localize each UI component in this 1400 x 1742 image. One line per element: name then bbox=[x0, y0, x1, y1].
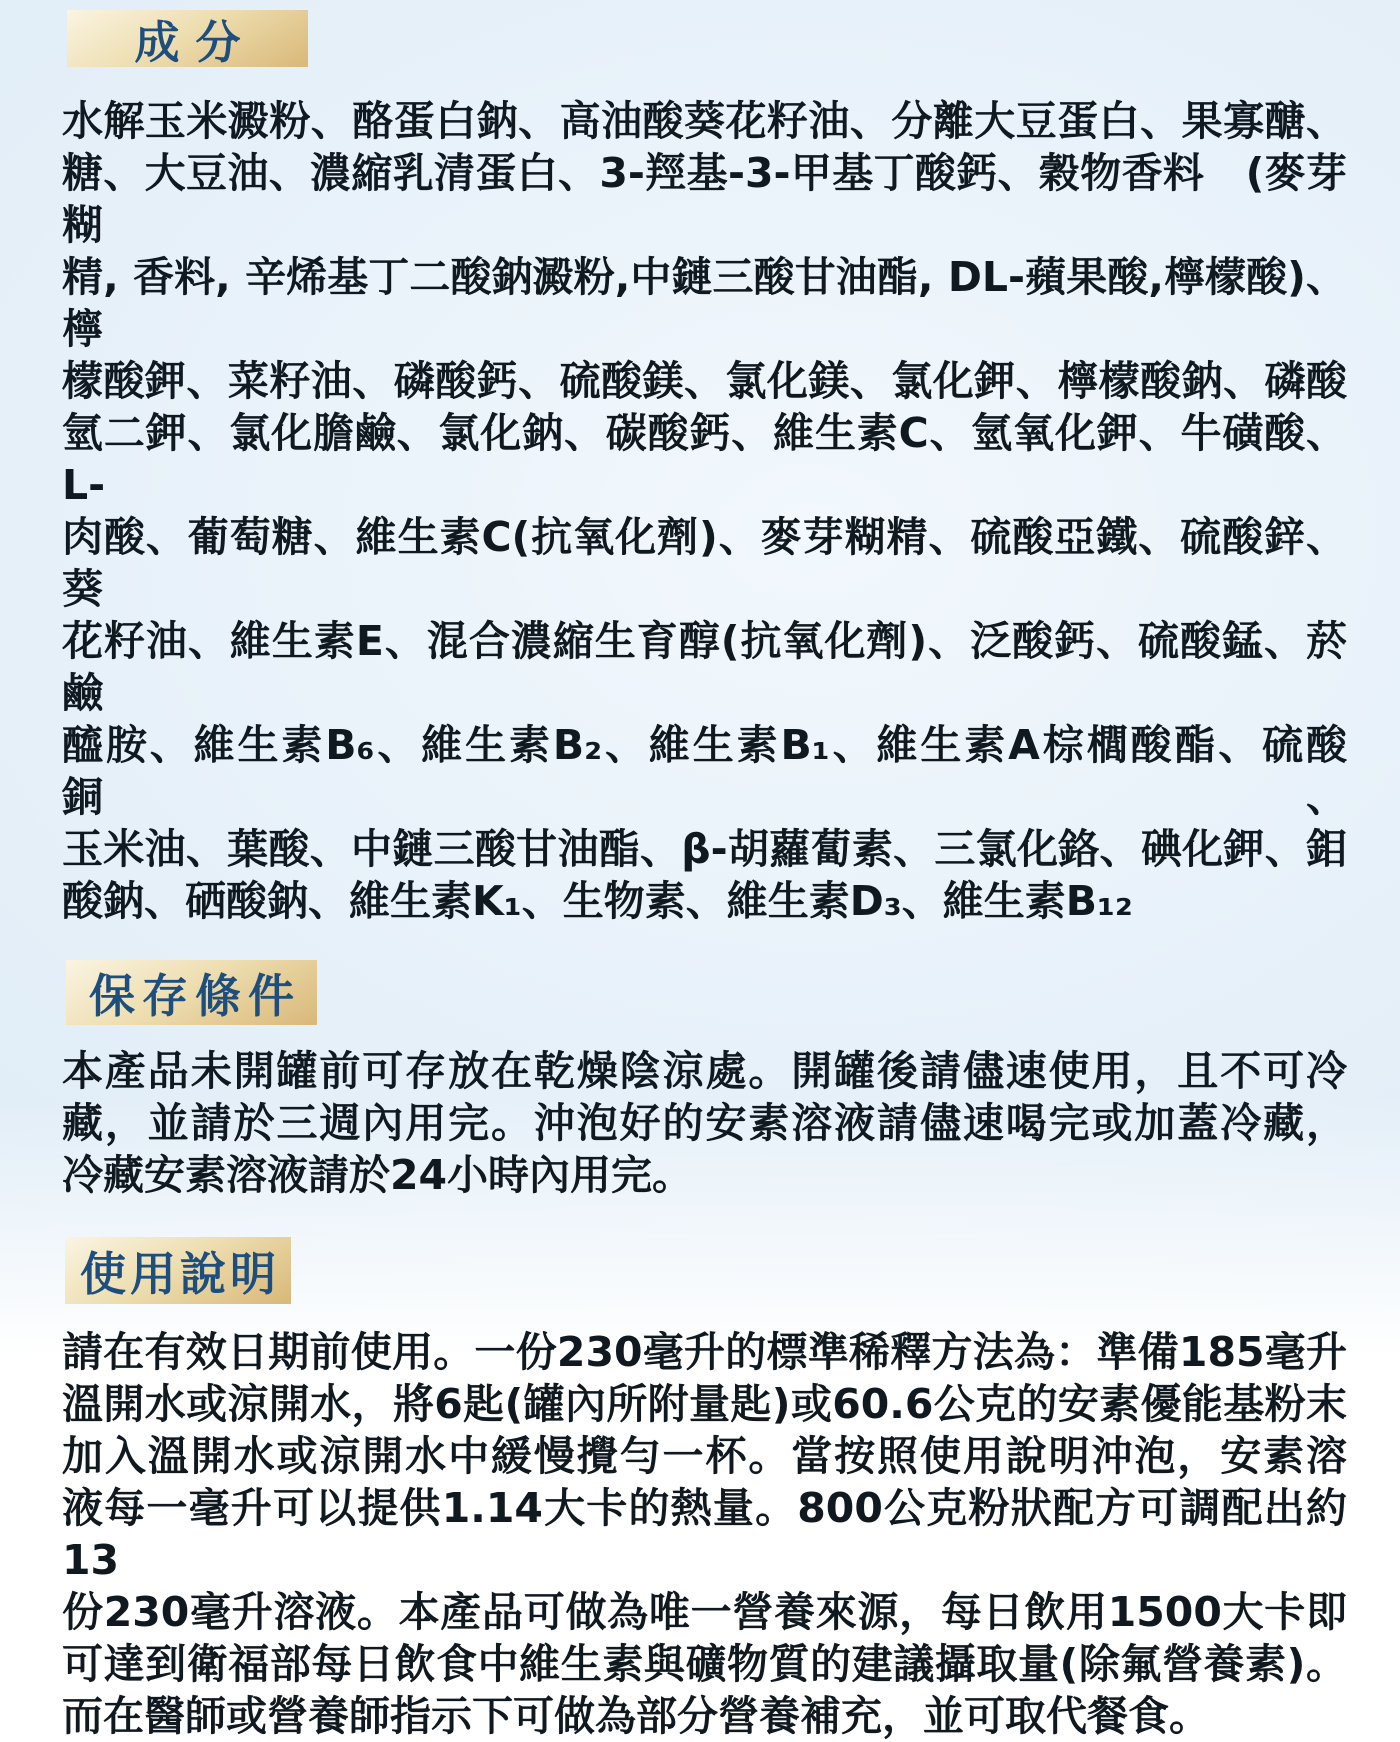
ingredients-line: 氫二鉀、氯化膽鹼、氯化鈉、碳酸鈣、維生素C、氫氧化鉀、牛磺酸、L- bbox=[62, 409, 1347, 509]
ingredients-line: 檬酸鉀、菜籽油、磷酸鈣、硫酸鎂、氯化鎂、氯化鉀、檸檬酸鈉、磷酸 bbox=[62, 357, 1347, 405]
section-storage bbox=[62, 960, 1347, 1201]
section-title-ingredients: 成分 bbox=[67, 10, 308, 67]
usage-line: 請在有效日期前使用。一份230毫升的標準稀釋方法為：準備185毫升 bbox=[62, 1328, 1347, 1376]
ingredients-line: 水解玉米澱粉、酪蛋白鈉、高油酸葵花籽油、分離大豆蛋白、果寡醣、 bbox=[62, 97, 1347, 145]
usage-line: 液每一毫升可以提供1.14大卡的熱量。800公克粉狀配方可調配出約13 bbox=[62, 1484, 1347, 1584]
usage-line: 加入溫開水或涼開水中緩慢攪勻一杯。當按照使用說明沖泡，安素溶 bbox=[62, 1432, 1347, 1480]
usage-line: 份230毫升溶液。本產品可做為唯一營養來源，每日飲用1500大卡即 bbox=[62, 1588, 1347, 1636]
storage-line: 藏，並請於三週內用完。沖泡好的安素溶液請儘速喝完或加蓋冷藏， bbox=[62, 1099, 1347, 1147]
usage-line: 可達到衛福部每日飲食中維生素與礦物質的建議攝取量(除氟營養素)。 bbox=[62, 1640, 1347, 1688]
ingredients-line: 肉酸、葡萄糖、維生素C(抗氧化劑)、麥芽糊精、硫酸亞鐵、硫酸鋅、葵 bbox=[62, 513, 1347, 613]
ingredients-line: 玉米油、葉酸、中鏈三酸甘油酯、β-胡蘿蔔素、三氯化鉻、碘化鉀、鉬 bbox=[62, 825, 1347, 873]
storage-line: 本產品未開罐前可存放在乾燥陰涼處。開罐後請儘速使用，且不可冷 bbox=[62, 1047, 1347, 1095]
ingredients-paragraph bbox=[62, 95, 1347, 927]
section-title-usage: 使用說明 bbox=[65, 1237, 291, 1304]
section-title-storage: 保存條件 bbox=[66, 960, 317, 1025]
ingredients-line: 糖、大豆油、濃縮乳清蛋白、3-羥基-3-甲基丁酸鈣、穀物香料 (麥芽糊 bbox=[62, 149, 1347, 249]
storage-line: 冷藏安素溶液請於24小時內用完。 bbox=[62, 1151, 694, 1199]
usage-line: 溫開水或涼開水，將6匙(罐內所附量匙)或60.6公克的安素優能基粉末 bbox=[62, 1380, 1347, 1428]
section-ingredients bbox=[62, 10, 1347, 927]
ingredients-line: 醯胺、維生素B₆、維生素B₂、維生素B₁、維生素A棕櫚酸酯、硫酸銅、 bbox=[62, 721, 1347, 821]
section-usage bbox=[62, 1237, 1347, 1742]
usage-paragraph bbox=[62, 1326, 1347, 1742]
ingredients-line: 精, 香料, 辛烯基丁二酸鈉澱粉,中鏈三酸甘油酯, DL-蘋果酸,檸檬酸)、檸 bbox=[62, 253, 1347, 353]
ingredients-line: 酸鈉、硒酸鈉、維生素K₁、生物素、維生素D₃、維生素B₁₂ bbox=[62, 877, 1133, 925]
storage-paragraph bbox=[62, 1045, 1347, 1201]
ingredients-line: 花籽油、維生素E、混合濃縮生育醇(抗氧化劑)、泛酸鈣、硫酸錳、菸鹼 bbox=[62, 617, 1347, 717]
usage-line: 而在醫師或營養師指示下可做為部分營養補充，並可取代餐食。 bbox=[62, 1692, 1210, 1740]
